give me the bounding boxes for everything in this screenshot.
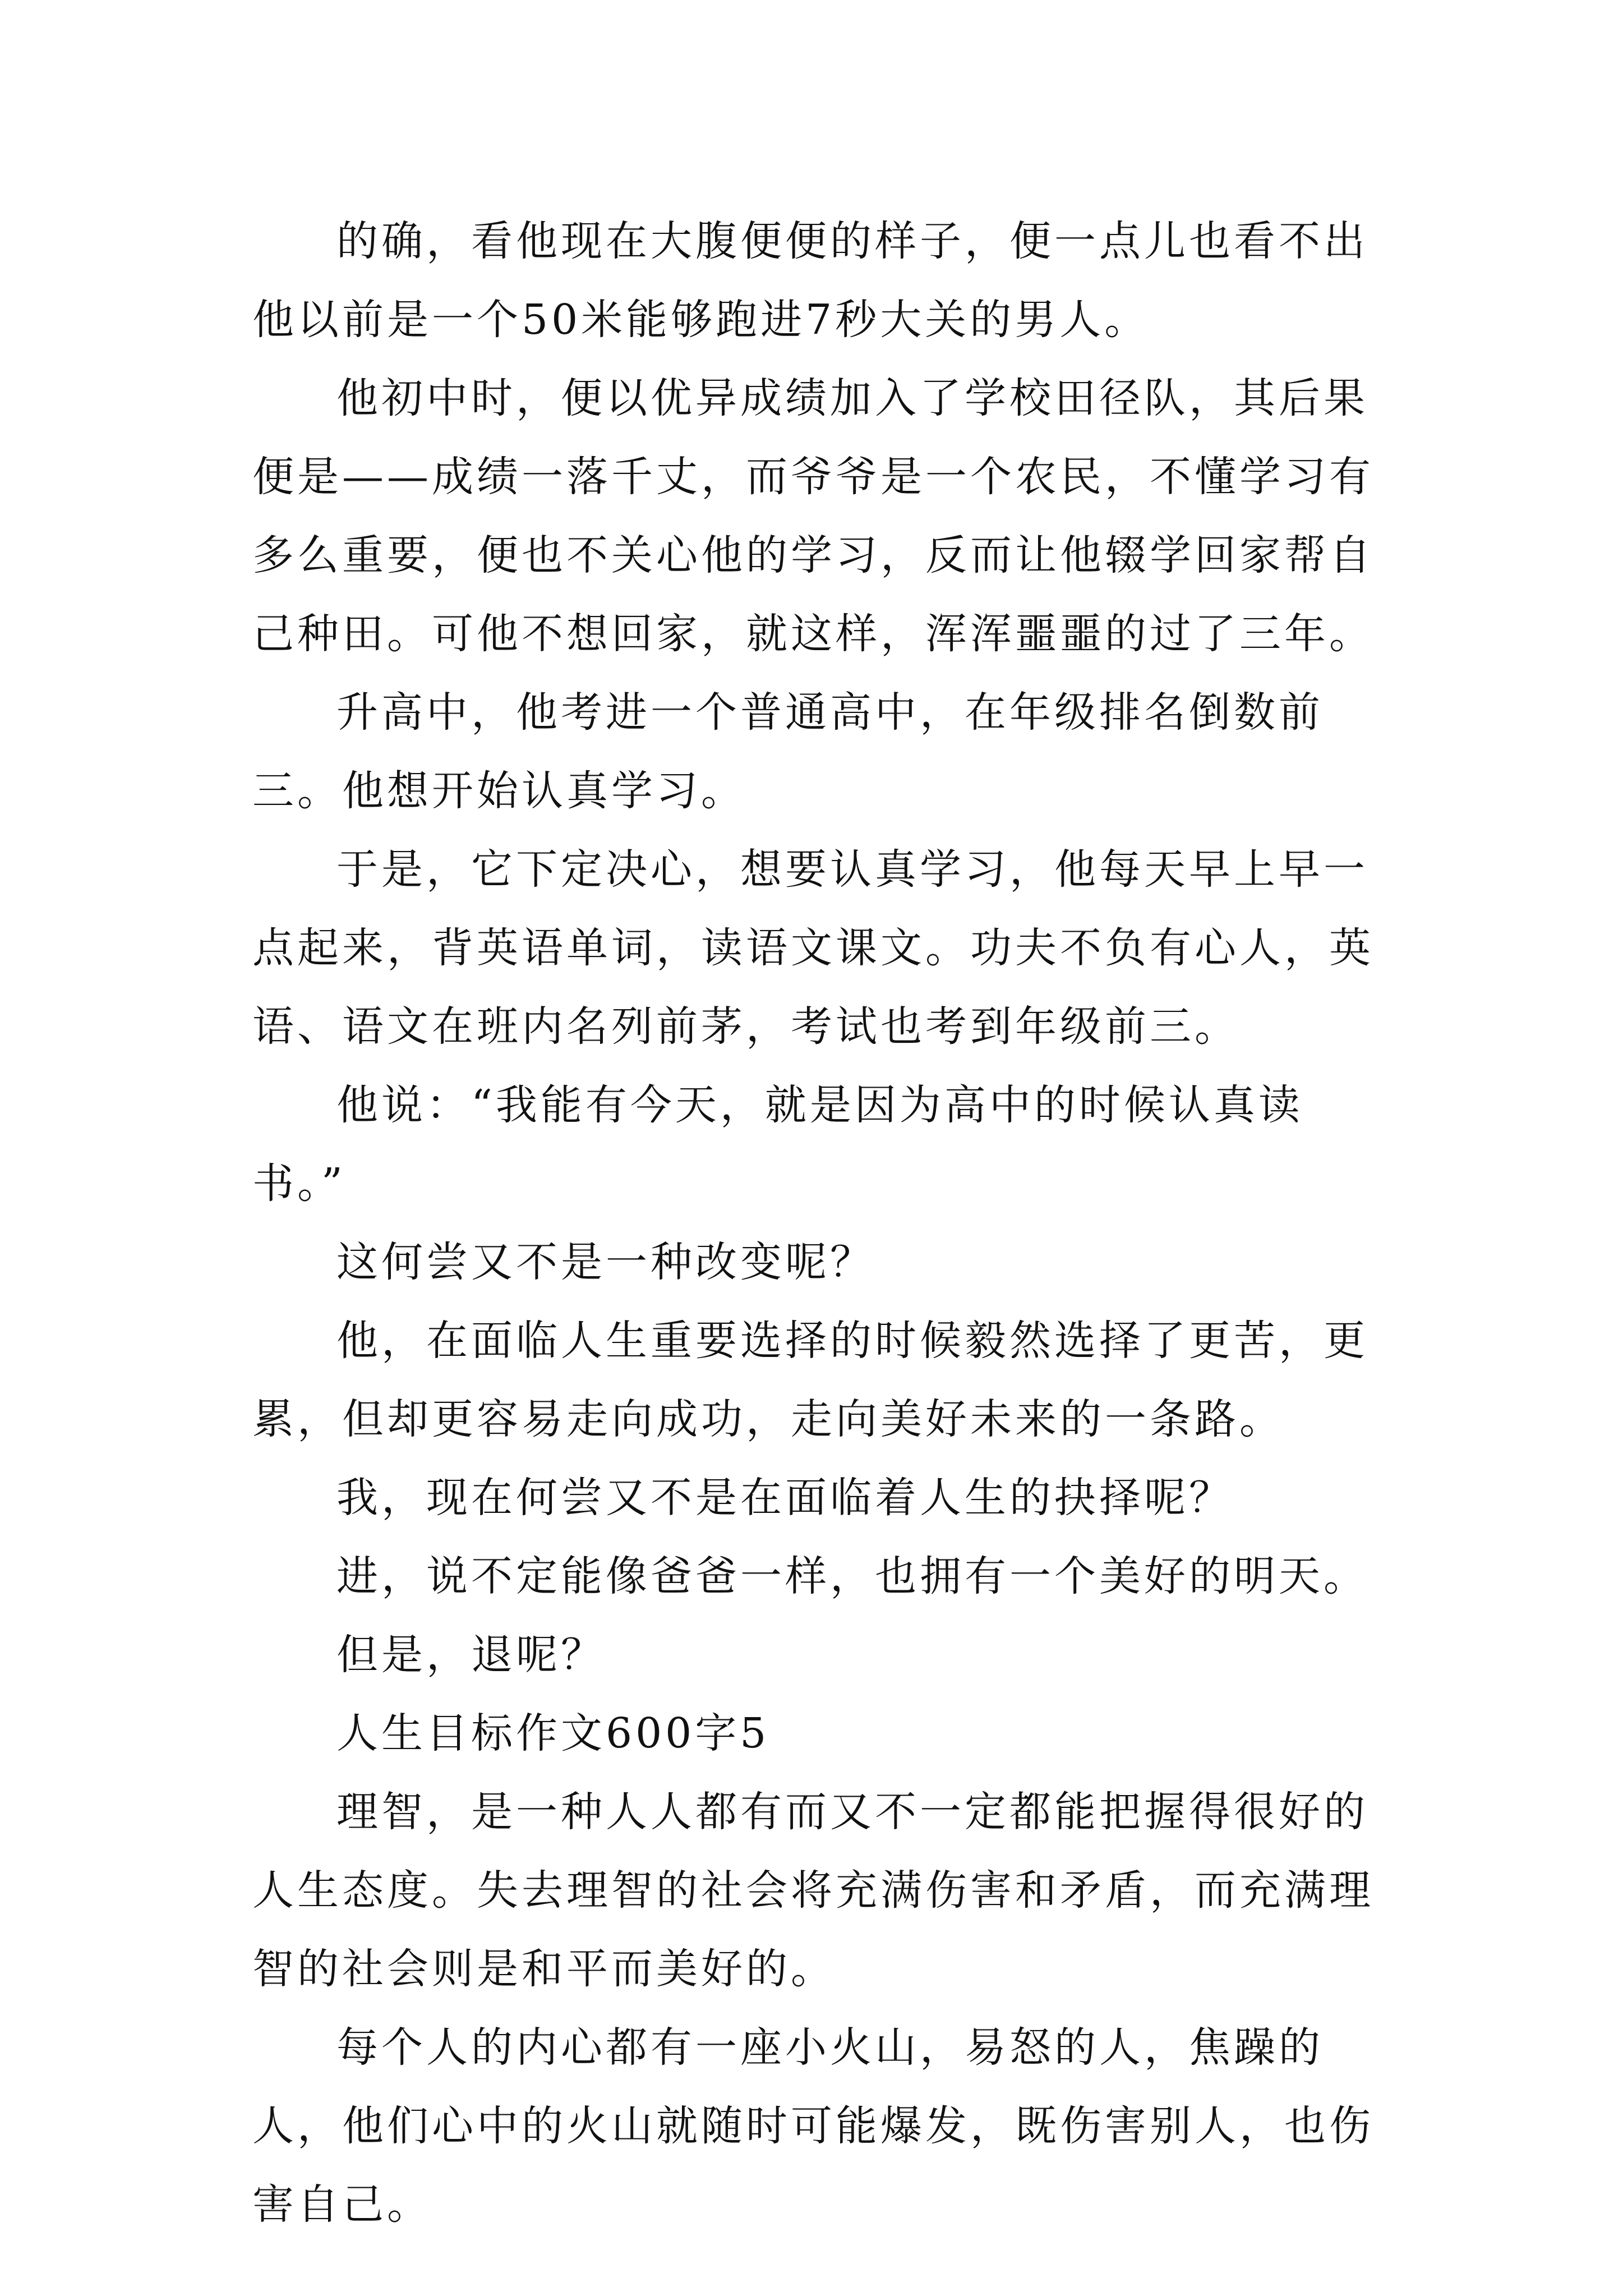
section-title: 人生目标作文600字5 [336,1709,770,1757]
document-body [252,202,1396,2244]
paragraph: 我，现在何尝又不是在面临着人生的抉择呢？ [336,1474,1234,1522]
paragraph: 理智，是一种人人都有而又不一定都能把握得很好的人生态度。失去理智的社会将充满伤害和矛盾，而充满理智的社会则是和平而美好的。 [252,1788,1374,1993]
paragraph: 升高中，他考进一个普通高中，在年级排名倒数前三。他想开始认真学习。 [252,688,1324,815]
paragraph: 他，在面临人生重要选择的时候毅然选择了更苦，更累，但却更容易走向成功，走向美好未来的一条路。 [252,1317,1368,1443]
paragraph: 的确，看他现在大腹便便的样子，便一点儿也看不出他以前是一个50米能够跑进7秒大关的男人。 [252,217,1368,344]
paragraph: 每个人的内心都有一座小火山，易怒的人，焦躁的人，他们心中的火山就随时可能爆发，既伤害别人，也伤害自己。 [252,2023,1374,2229]
paragraph: 他初中时，便以优异成绩加入了学校田径队，其后果便是——成绩一落千丈，而爷爷是一个农民，不懂学习有多么重要，便也不关心他的学习，反而让他辍学回家帮自己种田。可他不想回家，就这样，浑浑噩噩的过了三年。 [252,374,1374,658]
paragraph: 于是，它下定决心，想要认真学习，他每天早上早一点起来，背英语单词，读语文课文。功夫不负有心人，英语、语文在班内名列前茅，考试也考到年级前三。 [252,845,1374,1051]
paragraph: 这何尝又不是一种改变呢？ [336,1238,875,1286]
paragraph: 他说：“我能有今天，就是因为高中的时候认真读书。” [252,1081,1303,1208]
paragraph: 进，说不定能像爸爸一样，也拥有一个美好的明天。 [336,1552,1368,1600]
paragraph: 但是，退呢？ [336,1631,606,1679]
